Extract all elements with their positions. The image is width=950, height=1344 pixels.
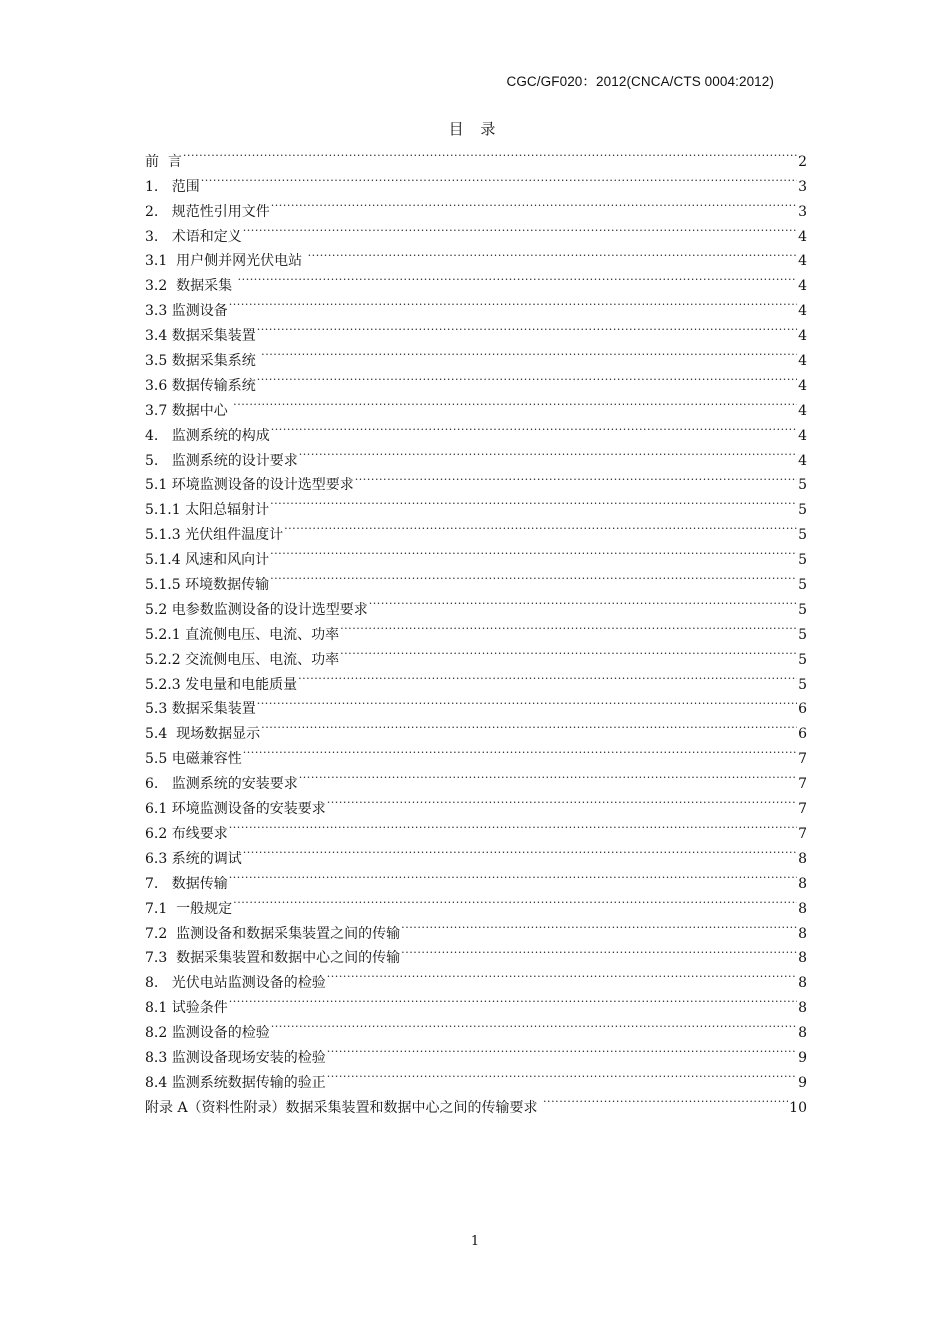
toc-dot-leader (299, 440, 797, 465)
toc-title: 目 录 (448, 120, 502, 138)
toc-entry[interactable] (145, 216, 807, 245)
toc-entry-page: 5 (798, 601, 807, 618)
document-code-header: CGC/GF020：2012(CNCA/CTS 0004:2012) (506, 74, 774, 89)
toc-dot-leader (257, 315, 797, 340)
toc-entry-page: 3 (798, 178, 807, 195)
toc-entry[interactable] (145, 838, 807, 867)
toc-entry-page: 4 (798, 402, 807, 419)
toc-dot-leader (243, 838, 797, 863)
toc-entry-page: 5 (798, 676, 807, 693)
toc-entry-page: 4 (798, 328, 807, 345)
toc-entry[interactable] (145, 166, 807, 195)
toc-entry[interactable] (145, 191, 807, 220)
toc-entry-page: 7 (798, 801, 807, 818)
toc-dot-leader (233, 888, 797, 913)
toc-dot-leader (243, 216, 797, 241)
toc-dot-leader (257, 689, 797, 714)
toc-entry-label: 6.3 系统的调试 (145, 850, 242, 867)
toc-entry-page: 8 (798, 925, 807, 942)
toc-entry-label: 5.2.2 交流侧电压、电流、功率 (145, 651, 340, 668)
toc-entry-label: 3.5 数据采集系统 (145, 353, 261, 370)
toc-dot-leader (261, 340, 797, 365)
toc-entry-label: 5.3 数据采集装置 (145, 701, 256, 718)
toc-entry-label: 5.1.4 风速和风向计 (145, 552, 270, 569)
toc-entry-label: 6.2 布线要求 (145, 825, 228, 842)
toc-entry-label: 6.1 环境监测设备的安装要求 (145, 801, 326, 818)
toc-dot-leader (327, 1062, 797, 1087)
toc-entry[interactable] (145, 141, 807, 170)
toc-dot-leader (271, 1012, 797, 1037)
toc-entry[interactable] (145, 888, 807, 917)
toc-entry-label: 5.4 现场数据显示 (145, 726, 261, 743)
toc-entry[interactable] (145, 763, 807, 793)
toc-entry-label: 5.2 电参数监测设备的设计选型要求 (145, 601, 368, 618)
toc-entry[interactable] (145, 415, 807, 444)
toc-dot-leader (183, 141, 797, 166)
toc-entry-label: 3.7 数据中心 (145, 402, 233, 419)
toc-dot-leader (271, 191, 797, 216)
toc-entry-label: 7. 数据传输 (145, 875, 228, 892)
toc-entry-page: 5 (798, 577, 807, 594)
toc-entry-page: 8 (798, 1000, 807, 1017)
toc-entry-page: 4 (798, 452, 807, 469)
toc-dot-leader (257, 365, 797, 390)
toc-entry[interactable] (145, 987, 807, 1017)
toc-dot-leader (543, 1087, 788, 1112)
toc-dot-leader (261, 713, 797, 738)
toc-entry[interactable] (145, 290, 807, 320)
toc-entry-label: 6. 监测系统的安装要求 (145, 776, 298, 793)
toc-entry[interactable] (145, 913, 807, 942)
toc-entry-page: 8 (798, 1025, 807, 1042)
toc-dot-leader (229, 813, 797, 838)
toc-entry-label: 3.6 数据传输系统 (145, 377, 256, 394)
toc-entry-label: 8.1 试验条件 (145, 1000, 228, 1017)
toc-entry-label: 5. 监测系统的设计要求 (145, 452, 298, 469)
toc-entry-page: 4 (798, 377, 807, 394)
toc-dot-leader (401, 913, 797, 938)
toc-entry-label: 5.1.1 太阳总辐射计 (145, 502, 270, 519)
toc-entry-page: 9 (798, 1074, 807, 1091)
toc-dot-leader (308, 241, 797, 266)
toc-dot-leader (340, 614, 797, 639)
toc-entry-label: 3.2 数据采集 (145, 278, 237, 295)
toc-dot-leader (270, 489, 797, 514)
toc-entry-page: 7 (798, 776, 807, 793)
toc-dot-leader (229, 863, 797, 888)
toc-entry-page: 7 (798, 751, 807, 768)
toc-entry[interactable] (145, 315, 807, 345)
toc-entry-label: 7.2 监测设备和数据采集装置之间的传输 (145, 925, 401, 942)
toc-entry-label: 前 言 (145, 153, 182, 170)
toc-entry-label: 5.2.1 直流侧电压、电流、功率 (145, 626, 340, 643)
toc-entry-label: 3.4 数据采集装置 (145, 328, 256, 345)
toc-dot-leader (298, 664, 797, 689)
toc-dot-leader (201, 166, 797, 191)
toc-dot-leader (369, 589, 797, 614)
toc-dot-leader (243, 738, 797, 763)
toc-entry-label: 5.2.3 发电量和电能质量 (145, 676, 298, 693)
toc-entry-label: 7.1 一般规定 (145, 900, 233, 917)
toc-entry-label: 3. 术语和定义 (145, 228, 242, 245)
toc-dot-leader (229, 290, 797, 315)
toc-entry-page: 5 (798, 552, 807, 569)
toc-entry-label: 4. 监测系统的构成 (145, 427, 270, 444)
toc-entry[interactable] (145, 813, 807, 842)
toc-entry-label: 7.3 数据采集装置和数据中心之间的传输 (145, 950, 401, 967)
toc-entry-page: 9 (798, 1049, 807, 1066)
toc-entry-page: 8 (798, 950, 807, 967)
toc-entry-page: 8 (798, 875, 807, 892)
toc-entry-page: 6 (798, 726, 807, 743)
toc-entry-page: 3 (798, 203, 807, 220)
toc-entry-label: 2. 规范性引用文件 (145, 203, 270, 220)
toc-entry-page: 4 (798, 228, 807, 245)
toc-entry[interactable] (145, 738, 807, 768)
toc-entry-page: 8 (798, 900, 807, 917)
toc-entry-page: 7 (798, 825, 807, 842)
toc-dot-leader (327, 788, 797, 813)
toc-entry-page: 4 (798, 303, 807, 320)
toc-entry-page: 5 (798, 502, 807, 519)
toc-entry-label: 1. 范围 (145, 178, 200, 195)
toc-entry-page: 4 (798, 427, 807, 444)
toc-entry[interactable] (145, 241, 807, 270)
toc-entry[interactable] (145, 265, 807, 295)
page-number: 1 (470, 1234, 480, 1249)
toc-entry-page: 5 (798, 626, 807, 643)
toc-entry-page: 5 (798, 651, 807, 668)
toc-entry-label: 8.2 监测设备的检验 (145, 1025, 270, 1042)
toc-dot-leader (270, 564, 797, 589)
toc-dot-leader (229, 987, 797, 1012)
toc-entry-page: 4 (798, 278, 807, 295)
toc-entry-page: 10 (789, 1099, 807, 1116)
toc-entry-label: 5.1.3 光伏组件温度计 (145, 527, 284, 544)
toc-entry-label: 8.4 监测系统数据传输的验正 (145, 1074, 326, 1091)
toc-dot-leader (299, 763, 797, 788)
toc-entry[interactable] (145, 1012, 807, 1042)
toc-dot-leader (270, 539, 797, 564)
toc-entry-page: 5 (798, 527, 807, 544)
toc-dot-leader (355, 465, 797, 490)
toc-entry-page: 8 (798, 850, 807, 867)
toc-entry-page: 2 (798, 153, 807, 170)
toc-entry-label: 5.5 电磁兼容性 (145, 751, 242, 768)
table-of-contents (145, 141, 807, 1116)
toc-entry[interactable] (145, 390, 807, 419)
toc-dot-leader (327, 1037, 797, 1062)
toc-entry-label: 5.1.5 环境数据传输 (145, 577, 270, 594)
toc-dot-leader (401, 938, 797, 963)
toc-dot-leader (327, 962, 797, 987)
toc-entry-label: 8. 光伏电站监测设备的检验 (145, 975, 326, 992)
toc-entry-page: 6 (798, 701, 807, 718)
toc-entry-label: 3.1 用户侧并网光伏电站 (145, 253, 307, 270)
toc-entry-label: 5.1 环境监测设备的设计选型要求 (145, 477, 354, 494)
toc-entry[interactable] (145, 863, 807, 892)
toc-entry-page: 4 (798, 253, 807, 270)
toc-entry-label: 8.3 监测设备现场安装的检验 (145, 1049, 326, 1066)
toc-dot-leader (340, 639, 797, 664)
toc-dot-leader (233, 390, 797, 415)
toc-dot-leader (238, 265, 797, 290)
toc-entry-label: 附录 A（资料性附录）数据采集装置和数据中心之间的传输要求 (145, 1099, 543, 1116)
toc-entry-label: 3.3 监测设备 (145, 303, 228, 320)
toc-entry-page: 5 (798, 477, 807, 494)
toc-entry-page: 8 (798, 975, 807, 992)
toc-entry-page: 4 (798, 353, 807, 370)
toc-dot-leader (284, 514, 797, 539)
toc-dot-leader (271, 415, 797, 440)
